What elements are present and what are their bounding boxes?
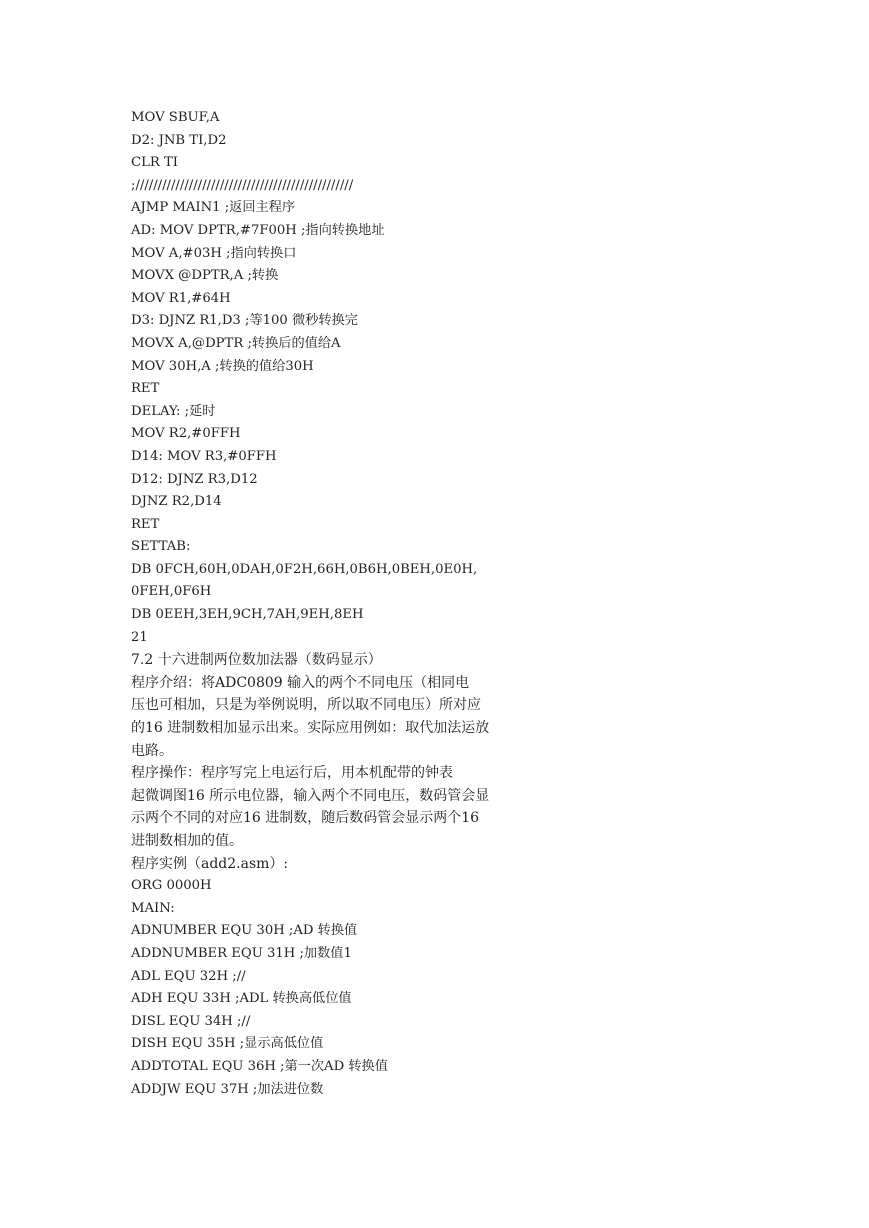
separator-comment-line: ;///////////////////////////////////////////////// xyxy=(131,177,354,193)
code-line: ADDTOTAL EQU 36H ;第一次AD 转换值 xyxy=(131,1058,388,1074)
code-line: D3: DJNZ R1,D3 ;等100 微秒转换完 xyxy=(131,313,358,329)
paragraph-line: 程序实例（add2.asm）: xyxy=(131,855,289,872)
code-line: ADH EQU 33H ;ADL 转换高低位值 xyxy=(131,991,352,1007)
code-line: ADDNUMBER EQU 31H ;加数值1 xyxy=(131,945,352,961)
paragraph-line: 程序介绍：将ADC0809 输入的两个不同电压（相同电 xyxy=(131,674,470,691)
code-line: MOVX @DPTR,A ;转换 xyxy=(131,268,279,284)
code-line: ADNUMBER EQU 30H ;AD 转换值 xyxy=(131,923,358,939)
code-line: D14: MOV R3,#0FFH xyxy=(131,448,277,464)
page-number: 21 xyxy=(131,629,148,645)
code-line: MOV R1,#64H xyxy=(131,290,231,306)
code-line: CLR TI xyxy=(131,155,178,171)
code-line: MOV SBUF,A xyxy=(131,110,220,125)
code-line: DISH EQU 35H ;显示高低位值 xyxy=(131,1036,324,1052)
code-line: MOV A,#03H ;指向转换口 xyxy=(131,245,297,261)
code-line: AJMP MAIN1 ;返回主程序 xyxy=(131,200,296,216)
code-line: RET xyxy=(131,516,160,532)
code-line: MOVX A,@DPTR ;转换后的值给A xyxy=(131,335,341,351)
code-line: SETTAB: xyxy=(131,539,191,555)
code-line: ORG 0000H xyxy=(131,878,212,894)
code-line: 0FEH,0F6H xyxy=(131,584,212,600)
code-line: D2: JNB TI,D2 xyxy=(131,132,227,148)
paragraph-line: 起微调图16 所示电位器，输入两个不同电压，数码管会显 xyxy=(131,787,490,804)
document-body xyxy=(131,107,551,1101)
paragraph-line: 压也可相加，只是为举例说明，所以取不同电压）所对应 xyxy=(131,697,481,714)
code-line: MOV 30H,A ;转换的值给30H xyxy=(131,358,314,374)
code-line: ADDJW EQU 37H ;加法进位数 xyxy=(131,1081,324,1097)
code-line: MAIN: xyxy=(131,900,175,916)
paragraph-line: 程序操作：程序写完上电运行后，用本机配带的钟表 xyxy=(131,765,453,782)
paragraph-line: 电路。 xyxy=(131,742,173,759)
code-line: ADL EQU 32H ;// xyxy=(131,968,246,984)
paragraph-line: 的16 进制数相加显示出来。实际应用例如：取代加法运放 xyxy=(131,720,490,737)
code-line: MOV R2,#0FFH xyxy=(131,426,241,442)
paragraph-line: 示两个不同的对应16 进制数，随后数码管会显示两个16 xyxy=(131,810,480,827)
code-line: DELAY: ;延时 xyxy=(131,403,216,419)
code-line: D12: DJNZ R3,D12 xyxy=(131,471,258,487)
code-line: RET xyxy=(131,381,160,397)
code-line: DISL EQU 34H ;// xyxy=(131,1013,251,1029)
section-heading: 7.2 十六进制两位数加法器（数码显示） xyxy=(131,652,382,669)
paragraph-line: 进制数相加的值。 xyxy=(131,833,243,849)
code-line: DB 0EEH,3EH,9CH,7AH,9EH,8EH xyxy=(131,607,364,623)
code-line: DJNZ R2,D14 xyxy=(131,494,222,510)
code-line: DB 0FCH,60H,0DAH,0F2H,66H,0B6H,0BEH,0E0H, xyxy=(131,561,478,577)
code-line: AD: MOV DPTR,#7F00H ;指向转换地址 xyxy=(131,222,385,238)
